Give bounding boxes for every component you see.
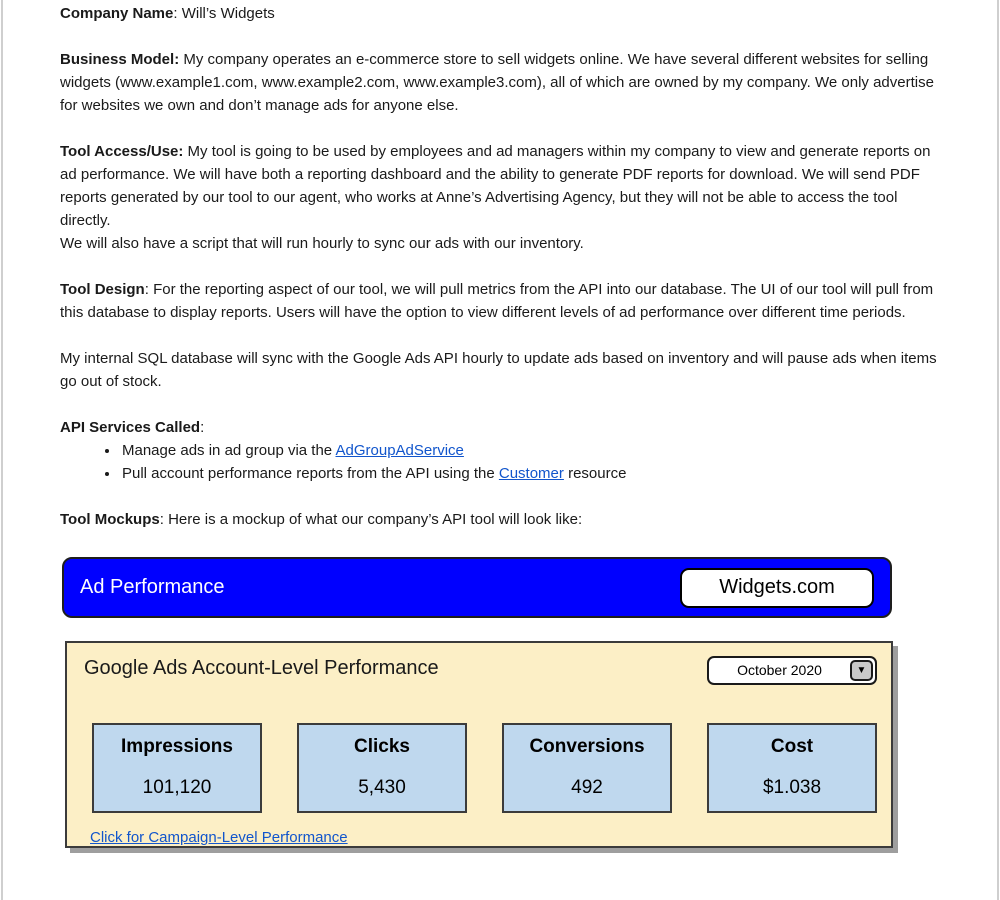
mockup-header-bar [62, 557, 892, 618]
metric-value: $1.038 [762, 777, 822, 798]
business-model-text: My company operates an e-commerce store to sell widgets online. We have several different websites for selling widgets (www.example1.com, www.example2.com, www.example3.com), all of which are owned by my company. We only advertise for websites we own and don’t manage ads for anyone else. [60, 51, 934, 114]
chevron-down-icon: ▼ [856, 665, 867, 676]
metric-value: 101,120 [142, 777, 212, 798]
impressions-card [92, 723, 262, 813]
metric-value: 492 [571, 777, 603, 798]
period-dropdown-value: October 2020 [737, 662, 822, 678]
metric-value: 5,430 [358, 777, 406, 798]
clicks-card [297, 723, 467, 813]
tool-mockups-paragraph [60, 508, 941, 531]
cost-card [707, 723, 877, 813]
document-content [60, 2, 941, 848]
api-services-label: API Services Called [60, 419, 201, 436]
tool-mockups-label: Tool Mockups [60, 511, 160, 528]
tool-design-label: Tool Design [60, 281, 145, 298]
tool-access-text: My tool is going to be used by employees and ad managers within my company to view and generate reports on ad performance. We will have both a reporting dashboard and the ability to generate PDF reports for download. We will send PDF reports generated by our tool to our agent, who works at Anne’s Advertising Agency, but they will not be able to access the tool directly. [60, 143, 931, 229]
conversions-card [502, 723, 672, 813]
sql-note-text: My internal SQL database will sync with the Google Ads API hourly to update ads based on inventory and will pause ads when items go out of stock. [60, 350, 937, 390]
bullet-text-pre: Manage ads in ad group via the [122, 442, 336, 459]
business-model-paragraph [60, 48, 941, 117]
campaign-level-performance-link[interactable]: Click for Campaign-Level Performance [90, 829, 348, 846]
metric-label: Cost [770, 736, 814, 757]
dropdown-arrow-button[interactable] [850, 660, 873, 681]
bullet-text-post: resource [563, 465, 627, 482]
tool-mockups-text: : Here is a mockup of what our company’s API tool will look like: [159, 511, 583, 528]
metric-label: Conversions [529, 736, 645, 757]
bullet-text-pre: Pull account performance reports from the API using the [122, 465, 499, 482]
list-item [120, 439, 941, 462]
tool-access-line2: We will also have a script that will run hourly to sync our ads with our inventory. [60, 235, 584, 252]
metric-label: Clicks [354, 736, 410, 757]
sql-note-paragraph [60, 347, 941, 393]
adgroupadservice-link[interactable]: AdGroupAdService [335, 442, 464, 459]
business-model-label: Business Model: [60, 51, 180, 68]
page-right-edge [997, 0, 999, 900]
api-services-heading [60, 416, 941, 439]
api-services-colon: : [200, 419, 205, 436]
api-services-list [60, 439, 941, 485]
company-name-value: : Will’s Widgets [173, 5, 275, 22]
page-left-edge [1, 0, 3, 900]
list-item [120, 462, 941, 485]
tool-access-paragraph [60, 140, 941, 255]
company-name-line [60, 2, 941, 25]
api-services-section [60, 416, 941, 485]
account-performance-panel [65, 641, 893, 848]
metric-label: Impressions [121, 736, 233, 757]
panel-title: Google Ads Account-Level Performance [84, 657, 439, 679]
mockup-header-title: Ad Performance [80, 576, 225, 598]
tool-access-label: Tool Access/Use: [60, 143, 184, 160]
widgets-site-button[interactable]: Widgets.com [680, 568, 874, 608]
tool-design-text: : For the reporting aspect of our tool, we will pull metrics from the API into our database. The UI of our tool will pull from this database to display reports. Users will have the option to view different levels of ad performance over different time periods. [60, 281, 934, 321]
customer-resource-link[interactable]: Customer [498, 465, 564, 482]
tool-design-paragraph [60, 278, 941, 324]
metric-cards-row [92, 723, 877, 813]
company-name-label: Company Name [60, 5, 174, 22]
period-dropdown[interactable] [707, 656, 877, 685]
